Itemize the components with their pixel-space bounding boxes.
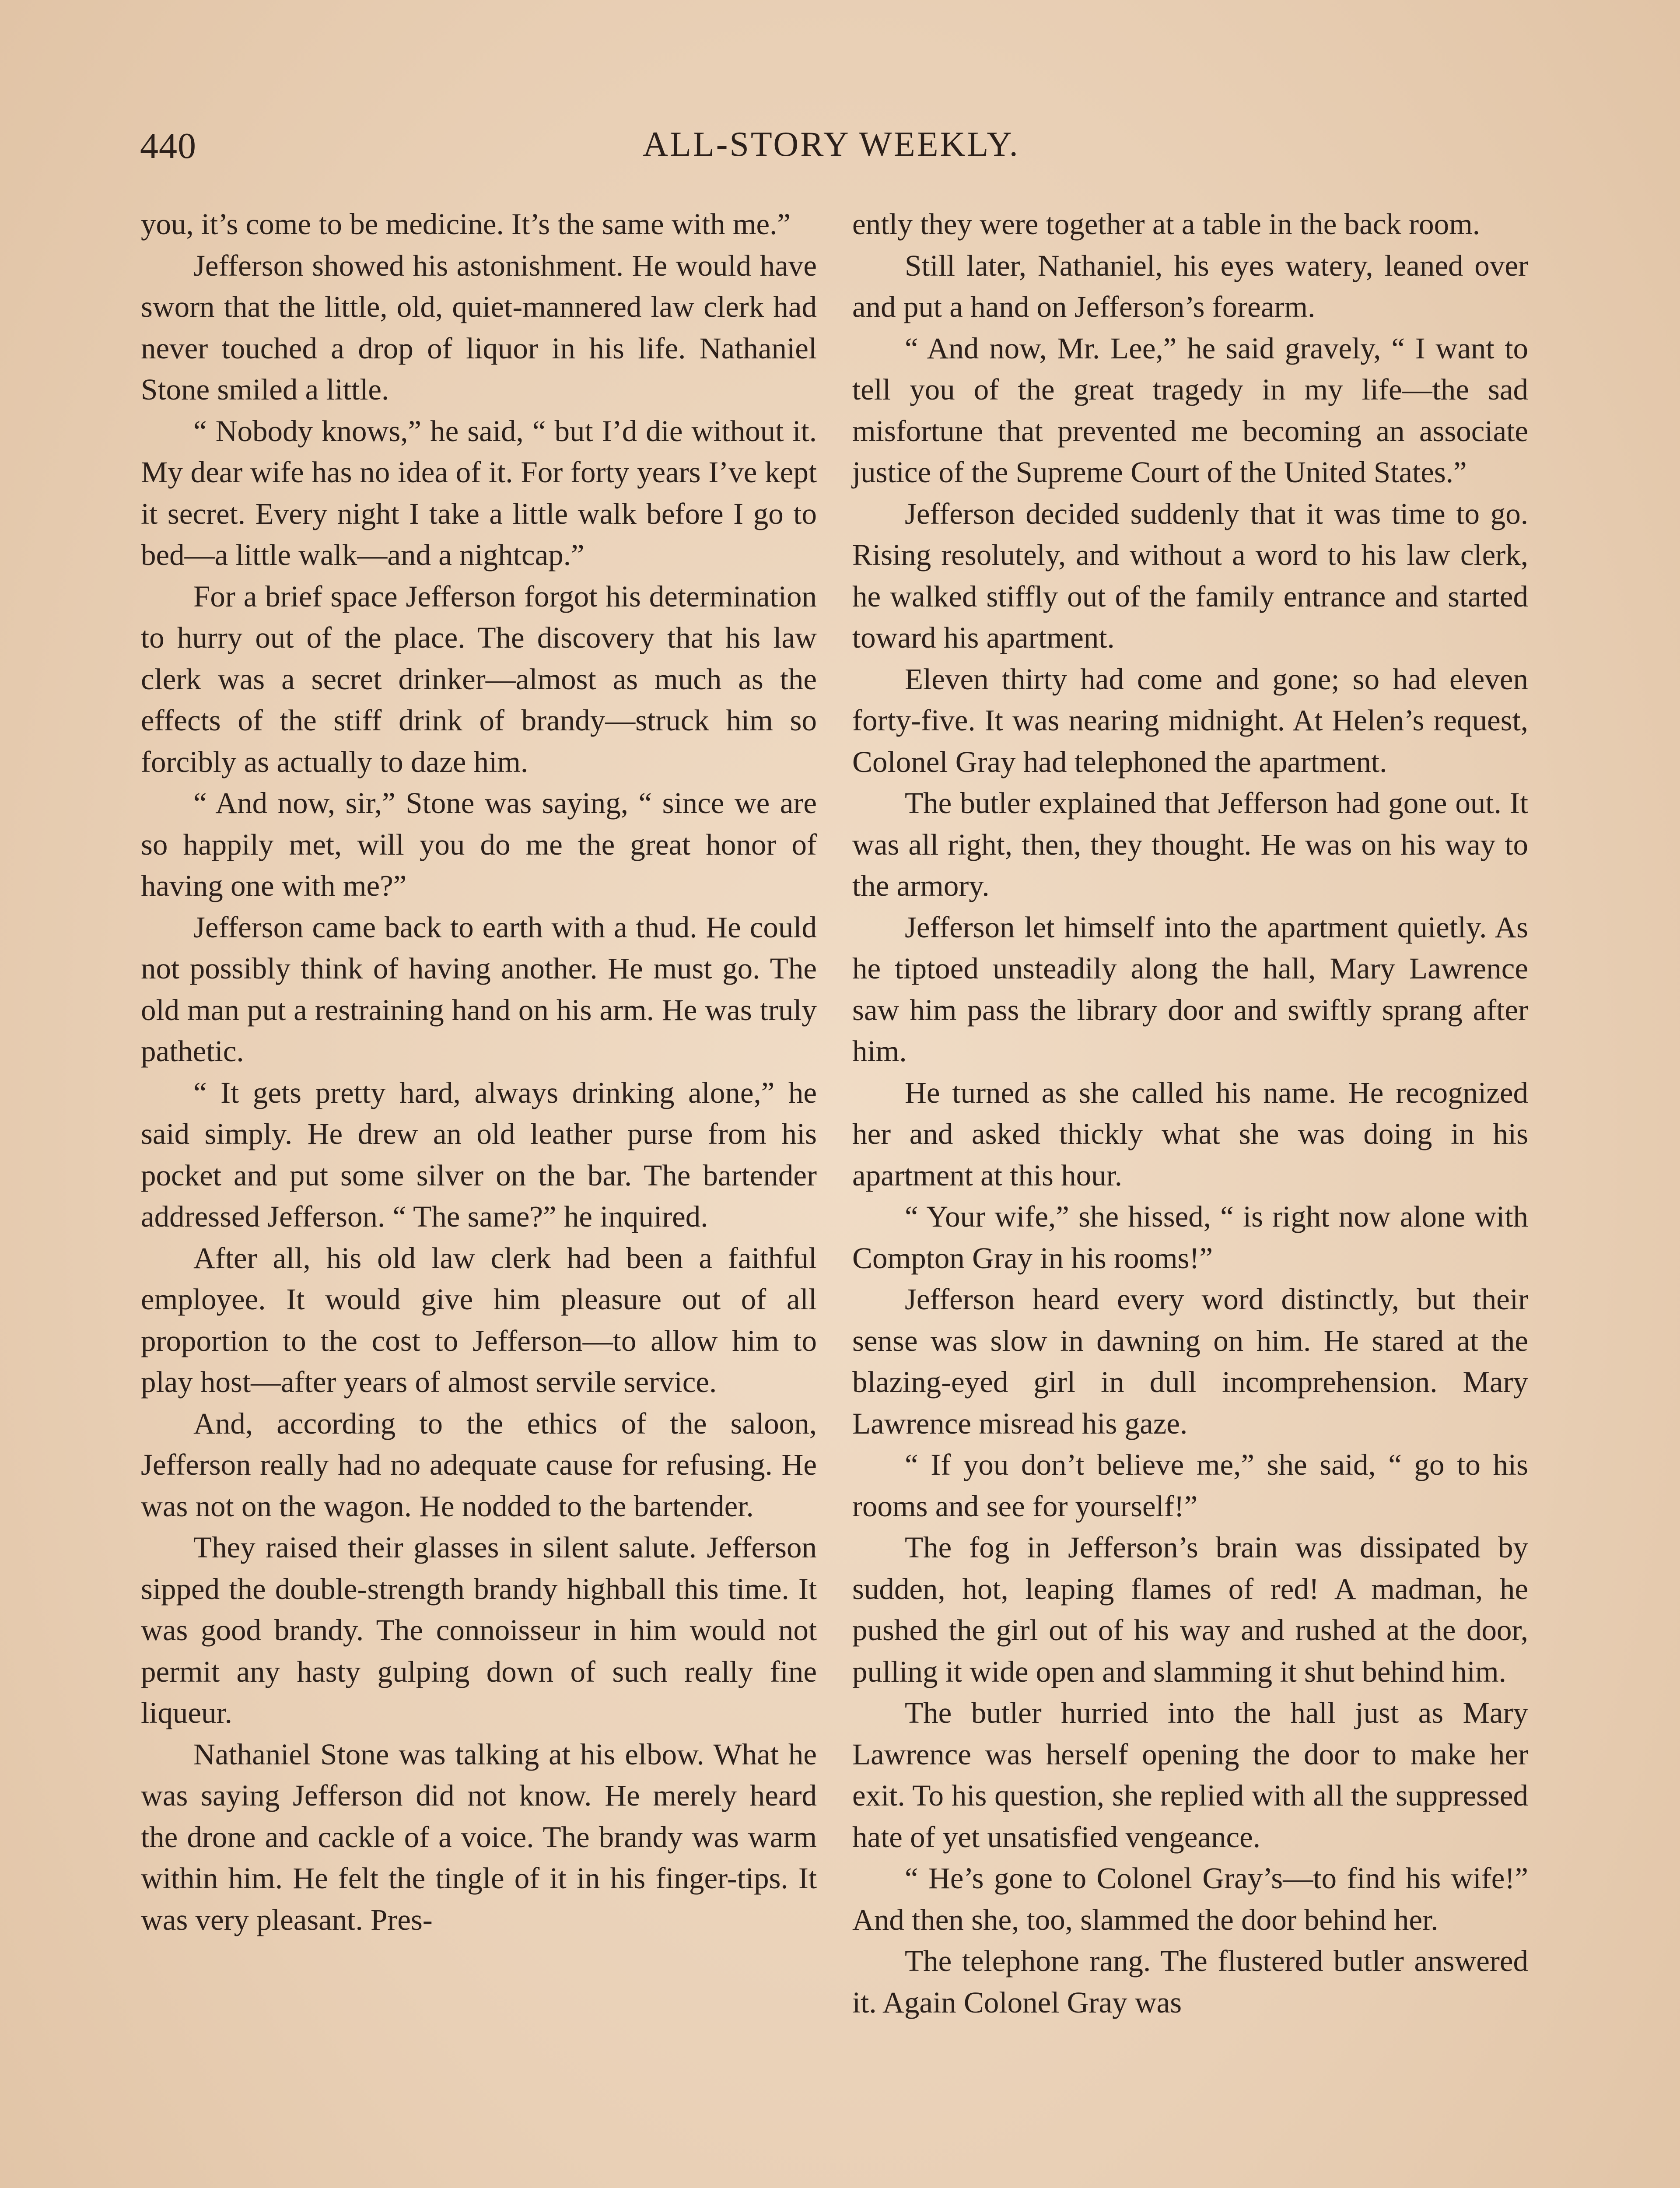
paragraph: “ And now, Mr. Lee,” he said gravely, “ I want to tell you of the great tragedy in my life—the sad misfortune that prevented me becoming an associate justice of the Supreme Court of the United States.” bbox=[852, 331, 1528, 489]
paragraph: The telephone rang. The flustered butler answered it. Again Colonel Gray was bbox=[852, 1944, 1528, 2019]
paragraph: Jefferson let himself into the apartment quietly. As he tiptoed unsteadily along the hall, Mary Lawrence saw him pass the library door and swiftly sprang after him. bbox=[852, 910, 1528, 1068]
paragraph: Eleven thirty had come and gone; so had eleven forty-five. It was nearing midnight. At Helen’s request, Colonel Gray had telephoned the apartment. bbox=[852, 662, 1528, 778]
paragraph: “ Your wife,” she hissed, “ is right now alone with Compton Gray in his rooms!” bbox=[852, 1200, 1528, 1275]
running-title: ALL-STORY WEEKLY. bbox=[643, 125, 1020, 164]
paragraph: “ It gets pretty hard, always drinking alone,” he said simply. He drew an old leather purse from his pocket and put some silver on the bar. The bartender addressed Jefferson. “ The same?” he inquired. bbox=[141, 1076, 817, 1233]
paragraph: The fog in Jefferson’s brain was dissipated by sudden, hot, leaping flames of red! A madman, he pushed the girl out of his way and rushed at the door, pulling it wide open and slamming it shut behind him. bbox=[852, 1531, 1528, 1688]
paragraph: For a brief space Jefferson forgot his determination to hurry out of the place. The discovery that his law clerk was a secret drinker—almost as much as the effects of the stiff drink of brandy—struck him so forcibly as actually to daze him. bbox=[141, 579, 817, 778]
left-text-column bbox=[141, 203, 817, 2188]
paragraph: ently they were together at a table in the back room. bbox=[852, 207, 1480, 241]
paragraph: “ He’s gone to Colonel Gray’s—to find his wife!” And then she, too, slammed the door behind her. bbox=[852, 1862, 1528, 1936]
paragraph: After all, his old law clerk had been a faithful employee. It would give him pleasure out of all proportion to the cost to Jefferson—to allow him to play host—after years of almost servile service. bbox=[141, 1241, 817, 1399]
page-header bbox=[131, 125, 1531, 186]
paragraph: you, it’s come to be medicine. It’s the same with me.” bbox=[141, 207, 791, 241]
paragraph: “ And now, sir,” Stone was saying, “ since we are so happily met, will you do me the great honor of having one with me?” bbox=[141, 786, 817, 902]
paragraph: They raised their glasses in silent salute. Jefferson sipped the double-strength brandy highball this time. It was good brandy. The connoisseur in him would not permit any hasty gulping down of such really fine liqueur. bbox=[141, 1531, 817, 1729]
paragraph: The butler explained that Jefferson had gone out. It was all right, then, they thought. He was on his way to the armory. bbox=[852, 786, 1528, 902]
paragraph: Jefferson decided suddenly that it was time to go. Rising resolutely, and without a word to his law clerk, he walked stiffly out of the family entrance and started toward his apartment. bbox=[852, 497, 1528, 654]
paragraph: Nathaniel Stone was talking at his elbow. What he was saying Jefferson did not know. He merely heard the drone and cackle of a voice. The brandy was warm within him. He felt the tingle of it in his finger-tips. It was very pleasant. Pres- bbox=[141, 1737, 817, 1936]
paragraph: He turned as she called his name. He recognized her and asked thickly what she was doing in his apartment at this hour. bbox=[852, 1076, 1528, 1192]
paragraph: “ Nobody knows,” he said, “ but I’d die without it. My dear wife has no idea of it. For forty years I’ve kept it secret. Every night I take a little walk before I go to bed—a little walk—and a nightcap.” bbox=[141, 414, 817, 572]
paragraph: Jefferson showed his astonishment. He would have sworn that the little, old, quiet-mannered law clerk had never touched a drop of liquor in his life. Nathaniel Stone smiled a little. bbox=[141, 249, 817, 406]
paragraph: Jefferson heard every word distinctly, but their sense was slow in dawning on him. He stared at the blazing-eyed girl in dull incomprehension. Mary Lawrence misread his gaze. bbox=[852, 1283, 1528, 1440]
paragraph: The butler hurried into the hall just as Mary Lawrence was herself opening the door to make her exit. To his question, she replied with all the suppressed hate of yet unsatisfied vengeance. bbox=[852, 1696, 1528, 1854]
paragraph: “ If you don’t believe me,” she said, “ go to his rooms and see for yourself!” bbox=[852, 1448, 1528, 1523]
paragraph: Still later, Nathaniel, his eyes watery, leaned over and put a hand on Jefferson’s forearm. bbox=[852, 249, 1528, 323]
paragraph: And, according to the ethics of the saloon, Jefferson really had no adequate cause for refusing. He was not on the wagon. He nodded to the bartender. bbox=[141, 1406, 817, 1523]
page-number: 440 bbox=[140, 126, 196, 166]
paragraph: Jefferson came back to earth with a thud. He could not possibly think of having another. He must go. The old man put a restraining hand on his arm. He was truly pathetic. bbox=[141, 910, 817, 1068]
right-text-column bbox=[852, 203, 1528, 2188]
